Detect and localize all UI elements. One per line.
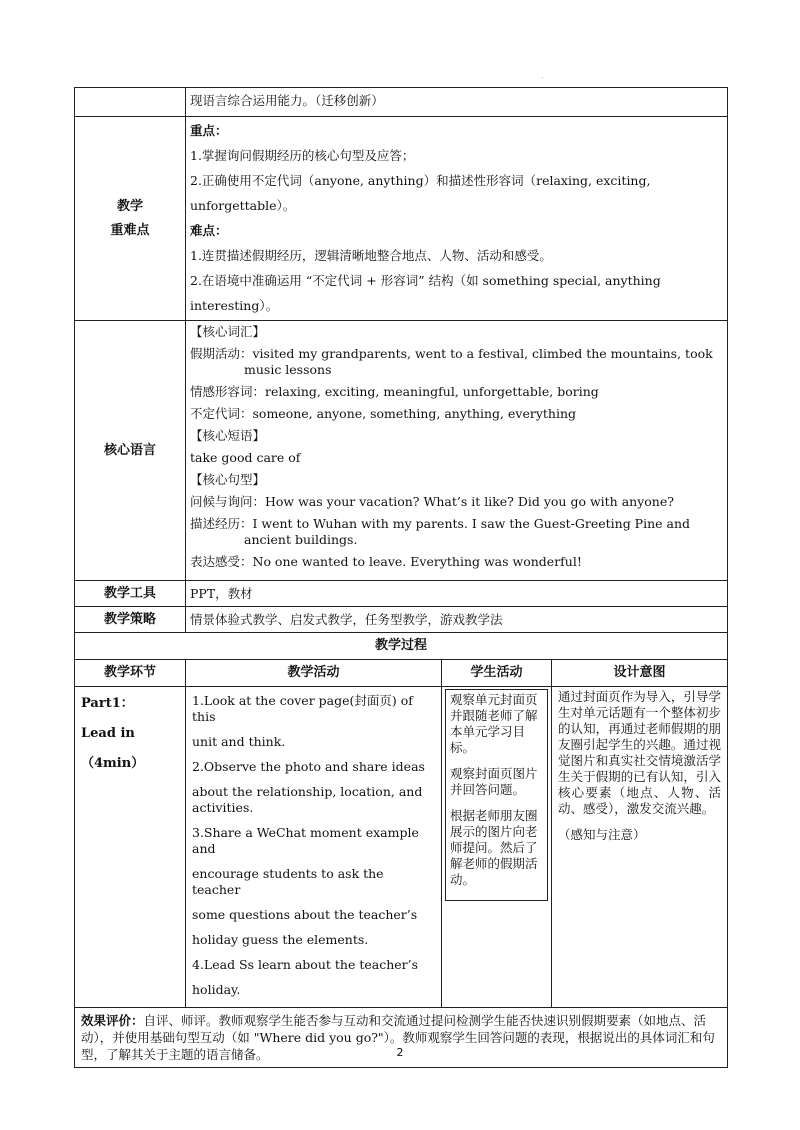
tools-value: PPT，教材 — [186, 581, 728, 607]
part1-stage — [75, 687, 186, 1008]
continuation-row — [75, 88, 728, 117]
strategy-label: 教学策略 — [75, 607, 186, 633]
part1-name: Lead in — [81, 726, 135, 741]
header-stage: 教学环节 — [75, 660, 186, 687]
intent-note: （感知与注意） — [558, 827, 646, 842]
phrase-heading: 【核心短语】 — [190, 428, 266, 443]
student-activity-box — [445, 689, 548, 901]
difficult-points-heading: 难点： — [190, 223, 228, 238]
key-points-heading: 重点： — [190, 123, 228, 138]
sentence-line-2: 描述经历：I went to Wuhan with my parents. I saw the Guest-Greeting Pine and ancient buildings. — [190, 516, 691, 547]
part1-design-intent — [552, 687, 728, 1008]
vocab-heading: 【核心词汇】 — [190, 324, 266, 339]
evaluation-text: 自评、师评。教师观察学生能否参与互动和交流通过提问检测学生能否快速识别假期要素（如地点、活动），并使用基础句型互动（如 "Where did you go?"）。教师观察学生回答问题的表现，根据说出的具体词汇和句型，了解其关于主题的语言储备。 — [81, 1013, 715, 1062]
activity-3c: some questions about the teacher’s — [192, 907, 418, 922]
activity-4a: 4.Lead Ss learn about the teacher’s — [192, 957, 419, 972]
process-header-row — [75, 660, 728, 687]
activity-1a: 1.Look at the cover page(封面页) of this — [192, 693, 413, 724]
activity-1b: unit and think. — [192, 734, 286, 749]
tools-row — [75, 581, 728, 607]
sentence-line-3: 表达感受：No one wanted to leave. Everything was wonderful! — [190, 554, 582, 569]
difficult-point-2b: interesting）。 — [190, 298, 279, 313]
key-point-2b: unforgettable）。 — [190, 198, 296, 213]
activity-3d: holiday guess the elements. — [192, 932, 369, 947]
continuation-text: 现语言综合运用能力。（迁移创新） — [186, 88, 728, 117]
activity-4b: holiday. — [192, 982, 241, 997]
vocab-line-1: 假期活动：visited my grandparents, went to a festival, climbed the mountains, took music lessons — [190, 346, 713, 377]
strategy-value: 情景体验式教学、启发式教学，任务型教学，游戏教学法 — [186, 607, 728, 633]
top-mark: · — [541, 74, 544, 83]
key-points-row — [75, 117, 728, 321]
key-points-content — [186, 117, 728, 321]
header-student-activity: 学生活动 — [442, 660, 552, 687]
activity-3a: 3.Share a WeChat moment example and — [192, 825, 419, 856]
lesson-plan-table — [74, 87, 728, 1068]
tools-label: 教学工具 — [75, 581, 186, 607]
key-points-label: 教学 重难点 — [75, 117, 186, 321]
part1-title: Part1： — [81, 696, 134, 711]
intent-text: 通过封面页作为导入，引导学生对单元话题有一个整体初步的认知，再通过老师假期的朋友圈引起学生的兴趣。通过视觉图片和真实社交情境激活学生关于假期的已有认知，引入核心要素（地点、人物、活动、感受），激发交流兴趣。 — [558, 689, 722, 816]
part1-student-activities — [442, 687, 552, 1008]
student-activity-1: 观察单元封面页并跟随老师了解本单元学习目标。 — [450, 692, 538, 755]
vocab-line-3: 不定代词：someone, anyone, something, anything, everything — [190, 406, 577, 421]
activity-3b: encourage students to ask the teacher — [192, 866, 384, 897]
core-language-label: 核心语言 — [75, 321, 186, 581]
header-teacher-activity: 教学活动 — [186, 660, 442, 687]
key-point-1: 1.掌握询问假期经历的核心句型及应答； — [190, 148, 415, 163]
activity-2b: about the relationship, location, and activities. — [192, 784, 423, 815]
phrase-line-1: take good care of — [190, 450, 301, 465]
process-title: 教学过程 — [75, 633, 728, 660]
difficult-point-2a: 2.在语境中准确运用 “不定代词 + 形容词” 结构（如 something special, anything — [190, 273, 661, 288]
header-design-intent: 设计意图 — [552, 660, 728, 687]
part1-teacher-activities — [186, 687, 442, 1008]
sentence-line-1: 问候与询问：How was your vacation? What’s it like? Did you go with anyone? — [190, 494, 674, 509]
student-activity-2: 观察封面页图片并回答问题。 — [450, 766, 538, 797]
part1-time: （4min） — [81, 756, 145, 771]
core-language-content — [186, 321, 728, 581]
difficult-point-1: 1.连贯描述假期经历，逻辑清晰地整合地点、人物、活动和感受。 — [190, 248, 552, 263]
part1-row — [75, 687, 728, 1008]
evaluation-label: 效果评价： — [81, 1013, 144, 1028]
sentence-heading: 【核心句型】 — [190, 472, 266, 487]
student-activity-3: 根据老师朋友圈展示的图片向老师提问。然后了解老师的假期活动。 — [450, 808, 538, 887]
key-point-2a: 2.正确使用不定代词（anyone, anything）和描述性形容词（relaxing, exciting, — [190, 173, 651, 188]
vocab-line-2: 情感形容词：relaxing, exciting, meaningful, unforgettable, boring — [190, 384, 599, 399]
core-language-row — [75, 321, 728, 581]
process-title-row — [75, 633, 728, 660]
activity-2a: 2.Observe the photo and share ideas — [192, 759, 425, 774]
strategy-row — [75, 607, 728, 633]
page-number: 2 — [396, 1046, 404, 1059]
